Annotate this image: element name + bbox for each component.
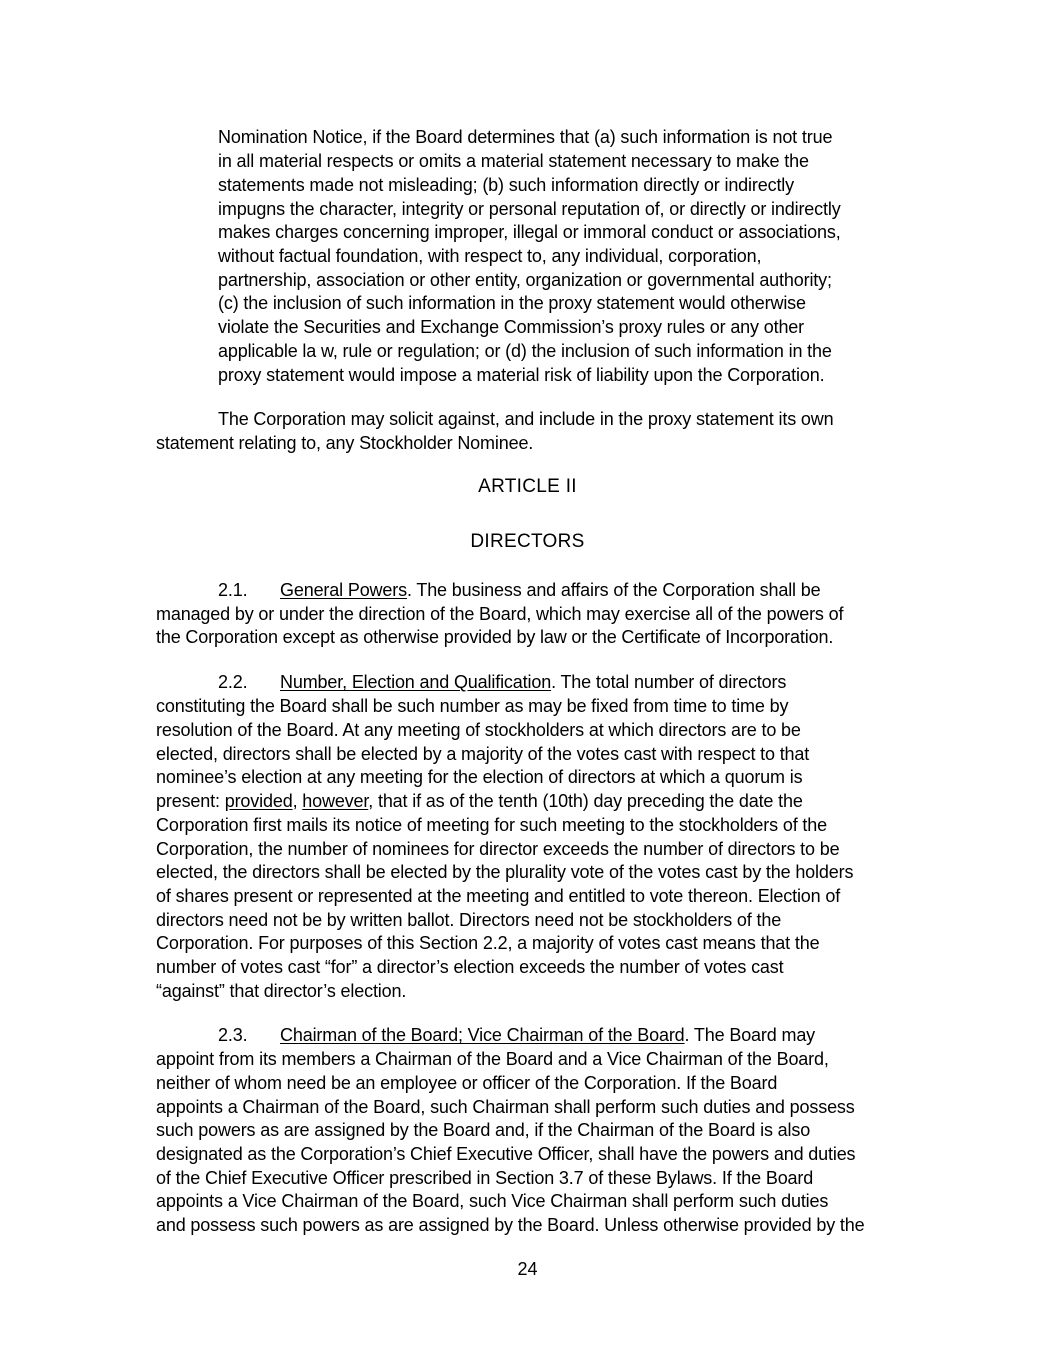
- provided-term: provided: [224, 791, 293, 811]
- paragraph-line: The Corporation may solicit against, and include in the proxy statement its own: [218, 409, 834, 429]
- section-line: number of votes cast “for” a director’s election exceeds the number of votes cast: [156, 957, 784, 977]
- section-line: Corporation first mails its notice of meeting for such meeting to the stockholders of the: [156, 815, 827, 835]
- block-quote-line: applicable la w, rule or regulation; or (d) the inclusion of such information in the: [218, 341, 832, 361]
- section-number: 2.1.: [218, 580, 248, 600]
- section-line: Corporation, the number of nominees for director exceeds the number of directors to be: [156, 839, 840, 859]
- section-line: appoints a Chairman of the Board, such Chairman shall perform such duties and possess: [156, 1097, 855, 1117]
- section-title: General Powers: [280, 580, 407, 600]
- section-line: elected, directors shall be elected by a majority of the votes cast with respect to that: [156, 744, 810, 764]
- article-heading: ARTICLE II: [478, 476, 577, 497]
- section-line-provided: [156, 790, 803, 812]
- block-quote-line: proxy statement would impose a material risk of liability upon the Corporation.: [218, 365, 825, 385]
- section-line: “against” that director’s election.: [156, 981, 407, 1001]
- section-line: appoints a Vice Chairman of the Board, such Vice Chairman shall perform such duties: [156, 1191, 829, 1211]
- section-number: 2.3.: [218, 1025, 248, 1045]
- however-term: however: [302, 791, 369, 811]
- block-quote-line: violate the Securities and Exchange Commission’s proxy rules or any other: [218, 317, 805, 337]
- block-quote-line: makes charges concerning improper, illegal or immoral conduct or associations,: [218, 222, 841, 242]
- section-line: directors need not be by written ballot. Directors need not be stockholders of the: [156, 910, 782, 930]
- section-heading-line: [280, 671, 786, 693]
- section-line: such powers as are assigned by the Board and, if the Chairman of the Board is also: [156, 1120, 811, 1140]
- section-text: . The business and affairs of the Corporation shall be: [406, 580, 821, 600]
- section-line: elected, the directors shall be elected by the plurality vote of the votes cast by the holders: [156, 862, 854, 882]
- section-line: of shares present or represented at the meeting and entitled to vote thereon. Election of: [156, 886, 841, 906]
- section-title: Number, Election and Qualification: [280, 672, 552, 692]
- block-quote-line: impugns the character, integrity or personal reputation of, or directly or indirectly: [218, 199, 841, 219]
- page-number: 24: [517, 1259, 538, 1279]
- article-title: DIRECTORS: [470, 531, 585, 552]
- line-text: , that if as of the tenth (10th) day preceding the date the: [368, 791, 803, 811]
- block-quote-line: without factual foundation, with respect to, any individual, corporation,: [218, 246, 762, 266]
- section-text: . The Board may: [684, 1025, 816, 1045]
- section-text: . The total number of directors: [551, 672, 787, 692]
- section-number: 2.2.: [218, 672, 248, 692]
- block-quote-line: statements made not misleading; (b) such information directly or indirectly: [218, 175, 795, 195]
- line-text: ,: [292, 791, 303, 811]
- block-quote-line: in all material respects or omits a material statement necessary to make the: [218, 151, 809, 171]
- section-line: appoint from its members a Chairman of the Board and a Vice Chairman of the Board,: [156, 1049, 829, 1069]
- section-line: resolution of the Board. At any meeting of stockholders at which directors are to be: [156, 720, 801, 740]
- section-heading-line: [280, 1024, 815, 1046]
- section-line: of the Chief Executive Officer prescribed in Section 3.7 of these Bylaws. If the Board: [156, 1168, 814, 1188]
- block-quote-line: (c) the inclusion of such information in the proxy statement would otherwise: [218, 293, 806, 313]
- section-heading-line: [280, 579, 820, 601]
- section-title: Chairman of the Board; Vice Chairman of the Board: [280, 1025, 685, 1045]
- section-line: and possess such powers as are assigned by the Board. Unless otherwise provided by the: [156, 1215, 865, 1235]
- section-line: neither of whom need be an employee or officer of the Corporation. If the Board: [156, 1073, 778, 1093]
- section-line: managed by or under the direction of the Board, which may exercise all of the powers of: [156, 604, 844, 624]
- paragraph-line: statement relating to, any Stockholder Nominee.: [156, 433, 534, 453]
- section-line: nominee’s election at any meeting for the election of directors at which a quorum is: [156, 767, 803, 787]
- block-quote-line: partnership, association or other entity, organization or governmental authority;: [218, 270, 832, 290]
- section-line: designated as the Corporation’s Chief Executive Officer, shall have the powers and duties: [156, 1144, 856, 1164]
- line-text: present:: [156, 791, 225, 811]
- section-line: Corporation. For purposes of this Section 2.2, a majority of votes cast means that the: [156, 933, 820, 953]
- section-line: the Corporation except as otherwise provided by law or the Certificate of Incorporation.: [156, 627, 834, 647]
- section-line: constituting the Board shall be such number as may be fixed from time to time by: [156, 696, 789, 716]
- block-quote-line: Nomination Notice, if the Board determines that (a) such information is not true: [218, 127, 833, 147]
